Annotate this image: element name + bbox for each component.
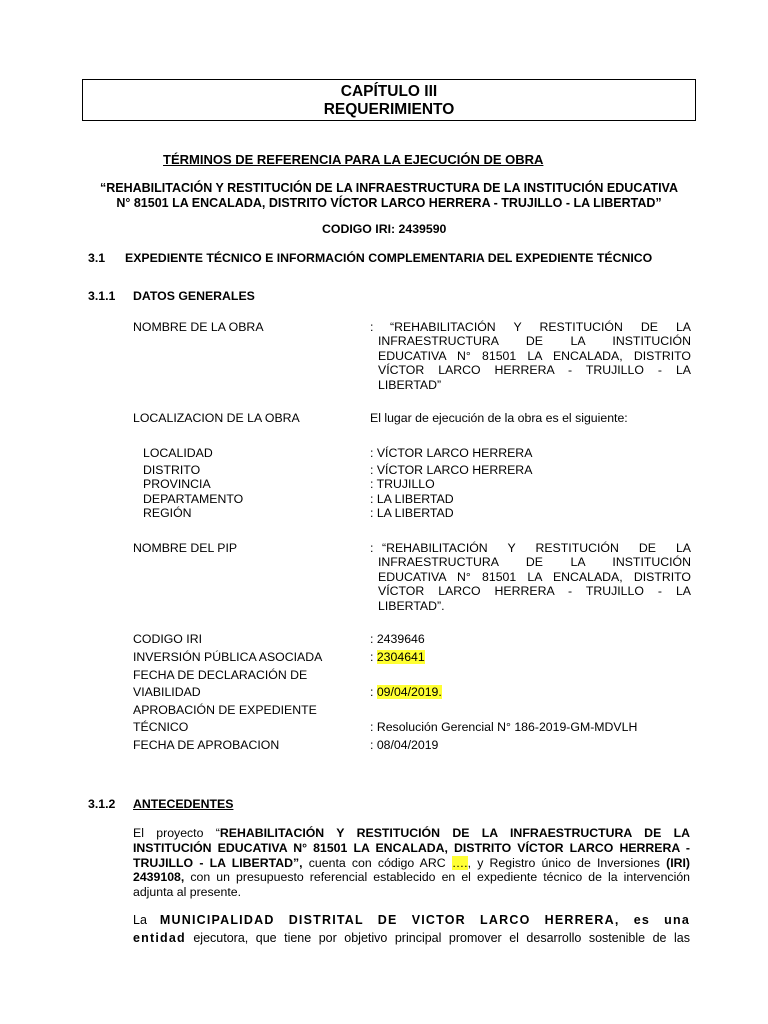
nombre-obra-line: EDUCATIVA N° 81501 LA ENCALADA, DISTRITO [378,348,691,363]
aprobacion-value: : Resolución Gerencial N° 186-2019-GM-MDVLH [370,720,638,734]
nombre-pip-line: “REHABILITACIÓN Y RESTITUCIÓN DE LA [382,541,691,555]
inversion-label: INVERSIÓN PÚBLICA ASOCIADA [133,650,323,664]
departamento-label: DEPARTAMENTO [143,492,244,506]
section-3-1-2-number: 3.1.2 [88,797,116,811]
nombre-obra-label: NOMBRE DE LA OBRA [133,320,264,334]
ant-highlight: …. [451,855,468,870]
fecha-declaracion-prefix: : [370,685,377,699]
ant-line-4 [133,870,690,885]
terms-title: TÉRMINOS DE REFERENCIA PARA LA EJECUCIÓN DE OBRA [163,152,544,167]
ant-bold: entidad [133,931,186,945]
antecedentes-paragraph-2 [133,911,690,947]
aprobacion-label2: TÉCNICO [133,720,189,734]
nombre-obra-line: INFRAESTRUCTURA DE LA INSTITUCIÓN [378,334,691,349]
section-3-1-number: 3.1 [88,251,106,265]
nombre-obra-line: VÍCTOR LARCO HERRERA - TRUJILLO - LA [378,363,691,378]
inversion-prefix: : [370,650,377,664]
ant-bold: 2439108, [133,870,185,885]
project-title-line1: “REHABILITACIÓN Y RESTITUCIÓN DE LA INFRAESTRUCTURA DE LA INSTITUCIÓN EDUCATIVA [99,181,678,195]
fecha-aprobacion-label: FECHA DE APROBACION [133,738,280,752]
nombre-obra-value [378,320,691,392]
nombre-obra-line: “REHABILITACIÓN Y RESTITUCIÓN DE LA [390,320,691,334]
inversion-value: 2304641 [376,650,425,664]
ant-text: ejecutora, que tiene por objetivo principal promover el desarrollo sostenible de las [185,931,690,945]
nombre-pip-line: EDUCATIVA N° 81501 LA ENCALADA, DISTRITO [378,569,691,584]
ant-text: La [133,913,160,927]
ant-line-1 [133,826,690,841]
ant-line-3 [133,856,690,871]
localizacion-label: LOCALIZACION DE LA OBRA [133,411,300,425]
ant-bold: REHABILITACIÓN Y RESTITUCIÓN DE LA INFRAESTRUCTURA DE LA [219,826,691,840]
nombre-pip-value [378,541,691,613]
localizacion-value: El lugar de ejecución de la obra es el siguiente: [370,411,628,425]
ant-text: El proyecto “ [133,826,220,840]
ant-p2-line-1 [133,911,690,929]
departamento-value: : LA LIBERTAD [370,492,454,506]
ant-bold: (IRI) [666,855,691,870]
fecha-declaracion-value-wrap [370,685,442,699]
nombre-pip-label: NOMBRE DEL PIP [133,541,238,555]
fecha-declaracion-value: 09/04/2019. [376,685,442,699]
ant-text: , y Registro único de Inversiones [467,855,667,870]
ant-p2-line-2 [133,929,690,947]
chapter-number: CAPÍTULO III [340,83,438,100]
antecedentes-paragraph-1 [133,826,690,900]
region-value: : LA LIBERTAD [370,506,454,520]
distrito-label: DISTRITO [143,463,201,477]
fecha-declaracion-label1: FECHA DE DECLARACIÓN DE [133,668,308,682]
provincia-label: PROVINCIA [143,477,211,491]
nombre-pip-colon: : [370,541,374,555]
codigo-iri-header: CODIGO IRI: 2439590 [322,222,447,236]
section-3-1-1-number: 3.1.1 [88,289,116,303]
fecha-aprobacion-value: : 08/04/2019 [370,738,439,752]
localidad-value: : VÍCTOR LARCO HERRERA [370,446,533,460]
section-3-1-title: EXPEDIENTE TÉCNICO E INFORMACIÓN COMPLEMENTARIA DEL EXPEDIENTE TÉCNICO [125,251,653,265]
ant-text: cuenta con código ARC [302,855,452,870]
project-title-line2: N° 81501 LA ENCALADA, DISTRITO VÍCTOR LARCO HERRERA - TRUJILLO - LA LIBERTAD” [116,196,662,210]
provincia-value: : TRUJILLO [370,477,435,491]
nombre-pip-line: VÍCTOR LARCO HERRERA - TRUJILLO - LA [378,584,691,599]
aprobacion-label1: APROBACIÓN DE EXPEDIENTE [133,703,317,717]
ant-bold: MUNICIPALIDAD DISTRITAL DE VICTOR LARCO HERRERA, es una [159,913,690,927]
nombre-pip-line: LIBERTAD”. [378,598,445,613]
distrito-value: : VÍCTOR LARCO HERRERA [370,463,533,477]
ant-line-5: adjunta al presente. [133,885,242,900]
chapter-box [82,79,696,121]
section-3-1-2-title: ANTECEDENTES [133,797,234,811]
ant-text: con un presupuesto referencial establecido en el expediente técnico de la intervención [184,870,690,885]
fecha-declaracion-label2: VIABILIDAD [133,685,201,699]
localidad-label: LOCALIDAD [143,446,213,460]
nombre-obra-colon: : [370,320,374,334]
codigo-iri-label: CODIGO IRI [133,632,203,646]
ant-bold: TRUJILLO - LA LIBERTAD”, [133,855,303,870]
project-title [82,181,696,211]
section-3-1-1-title: DATOS GENERALES [133,289,255,303]
nombre-pip-line: INFRAESTRUCTURA DE LA INSTITUCIÓN [378,555,691,570]
ant-line-2: INSTITUCIÓN EDUCATIVA N° 81501 LA ENCALADA, DISTRITO VÍCTOR LARCO HERRERA - [133,840,690,855]
codigo-iri-value: : 2439646 [370,632,425,646]
chapter-title: REQUERIMIENTO [323,101,455,118]
nombre-obra-line: LIBERTAD” [378,377,442,392]
region-label: REGIÓN [143,506,192,520]
inversion-value-wrap [370,650,425,664]
